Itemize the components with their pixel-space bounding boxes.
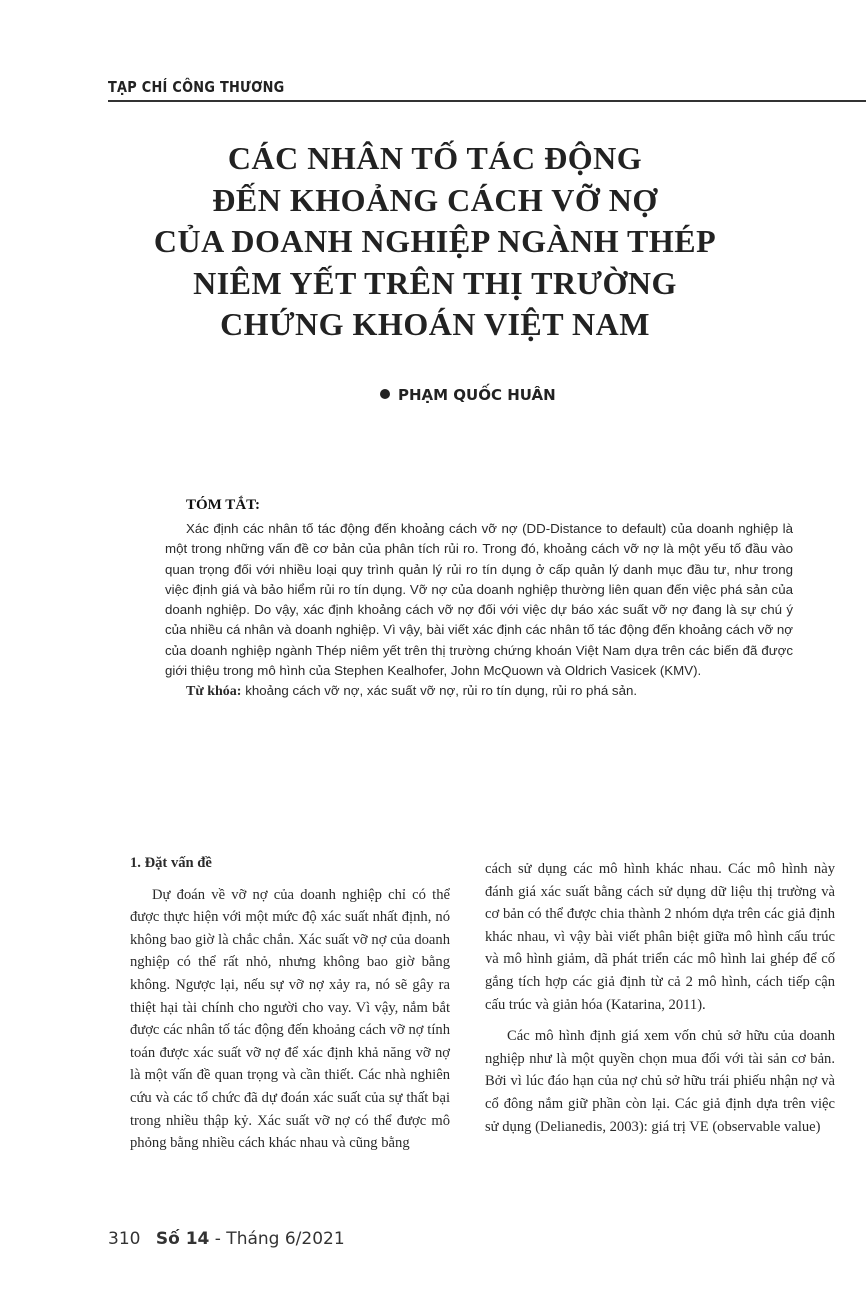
author-name: PHẠM QUỐC HUÂN	[398, 386, 556, 404]
abstract-text: Xác định các nhân tố tác động đến khoảng cách vỡ nợ (DD-Distance to default) của doanh nghiệp là một trong những vấn đề cơ bản của phân tích rủi ro. Trong đó, khoảng cách vỡ nợ là một yếu tố đầu vào quan trọng đối với nhiều loại quy trình quản lý rủi ro tín dụng ở cấp quản lý danh mục đầu tư, như trong việc định giá và bảo hiểm rủi ro tín dụng. Vỡ nợ của doanh nghiệp thường liên quan đến việc phá sản của doanh nghiệp. Do vậy, xác định khoảng cách vỡ nợ đối với việc dự báo xác suất vỡ nợ đang là sự chú ý của nhiều cá nhân và doanh nghiệp. Vì vậy, bài viết xác định các nhân tố tác động đến khoảng cách vỡ nợ của doanh nghiệp ngành Thép niêm yết trên thị trường chứng khoán Việt Nam dựa trên các biến đã được giới thiệu trong mô hình của Stephen Kealhofer, John McQuown và Oldrich Vasicek (KMV).	[165, 521, 793, 679]
bullet-icon	[380, 389, 390, 399]
article-title	[150, 138, 720, 346]
keywords-text: khoảng cách vỡ nợ, xác suất vỡ nợ, rủi ro tín dụng, rủi ro phá sản.	[245, 683, 638, 699]
header-rule	[108, 100, 866, 102]
abstract	[165, 519, 793, 703]
title-line: CỦA DOANH NGHIỆP NGÀNH THÉP	[153, 223, 717, 259]
issue-date: - Tháng 6/2021	[214, 1229, 345, 1249]
body-column-right	[485, 858, 835, 1138]
page-footer	[108, 1229, 345, 1249]
page-number: 310	[108, 1229, 141, 1249]
body-paragraph: Các mô hình định giá xem vốn chủ sở hữu của doanh nghiệp như là một quyền chọn mua đối với tài sản cơ bản. Bởi vì lúc đáo hạn của nợ chủ sở hữu trái phiếu nhận nợ và cổ đông nắm giữ phần còn lại. Các giả định dựa trên việc sử dụng (Delianedis, 2003): giá trị VE (observable value)	[485, 1028, 835, 1135]
title-line: CÁC NHÂN TỐ TÁC ĐỘNG	[227, 140, 643, 176]
journal-name: TẠP CHÍ CÔNG THƯƠNG	[108, 78, 285, 96]
abstract-heading: TÓM TẮT:	[186, 497, 261, 513]
issue-number: Số 14	[155, 1229, 210, 1249]
author-line	[380, 386, 556, 404]
title-line: CHỨNG KHOÁN VIỆT NAM	[220, 306, 650, 342]
title-line: ĐẾN KHOẢNG CÁCH VỠ NỢ	[212, 181, 658, 218]
section-heading: 1. Đặt vấn đề	[130, 855, 212, 871]
keywords	[165, 681, 793, 702]
body-paragraph: cách sử dụng các mô hình khác nhau. Các mô hình này đánh giá xác suất bằng cách sử dụng dữ liệu thị trường và cơ bản có thể được chia thành 2 nhóm dựa trên các giả định khác nhau, vì vậy bài viết phân biệt giữa mô hình cấu trúc và mô hình giảm, dã phát triển các mô hình lai ghép để cố gắng tích hợp các giả định từ cả 2 mô hình, cách tiếp cận cấu trúc và giản hóa (Katarina, 2011).	[485, 861, 835, 1013]
body-column-left	[130, 852, 450, 1155]
title-line: NIÊM YẾT TRÊN THỊ TRƯỜNG	[193, 264, 677, 301]
keywords-label: Từ khóa:	[186, 684, 242, 700]
body-paragraph: Dự đoán về vỡ nợ của doanh nghiệp chỉ có thể được thực hiện với một mức độ xác suất nhất định, nó không bao giờ là chắc chắn. Xác suất vỡ nợ của doanh nghiệp có thể rất nhỏ, nhưng không bao giờ bằng không. Ngược lại, nếu sự vỡ nợ xảy ra, nó sẽ gây ra thiệt hại tài chính cho người cho vay. Vì vậy, nắm bắt được các nhân tố tác động đến khoảng cách vỡ nợ tính toán được xác suất vỡ nợ để xác định khả năng vỡ nợ là một vấn đề quan trọng và cần thiết. Các nhà nghiên cứu và các tổ chức đã dự đoán xác suất của sự thất bại trong nhiều thập kỷ. Xác suất vỡ nợ có thể được mô phỏng bằng nhiều cách khác nhau và cũng bằng	[130, 886, 450, 1152]
